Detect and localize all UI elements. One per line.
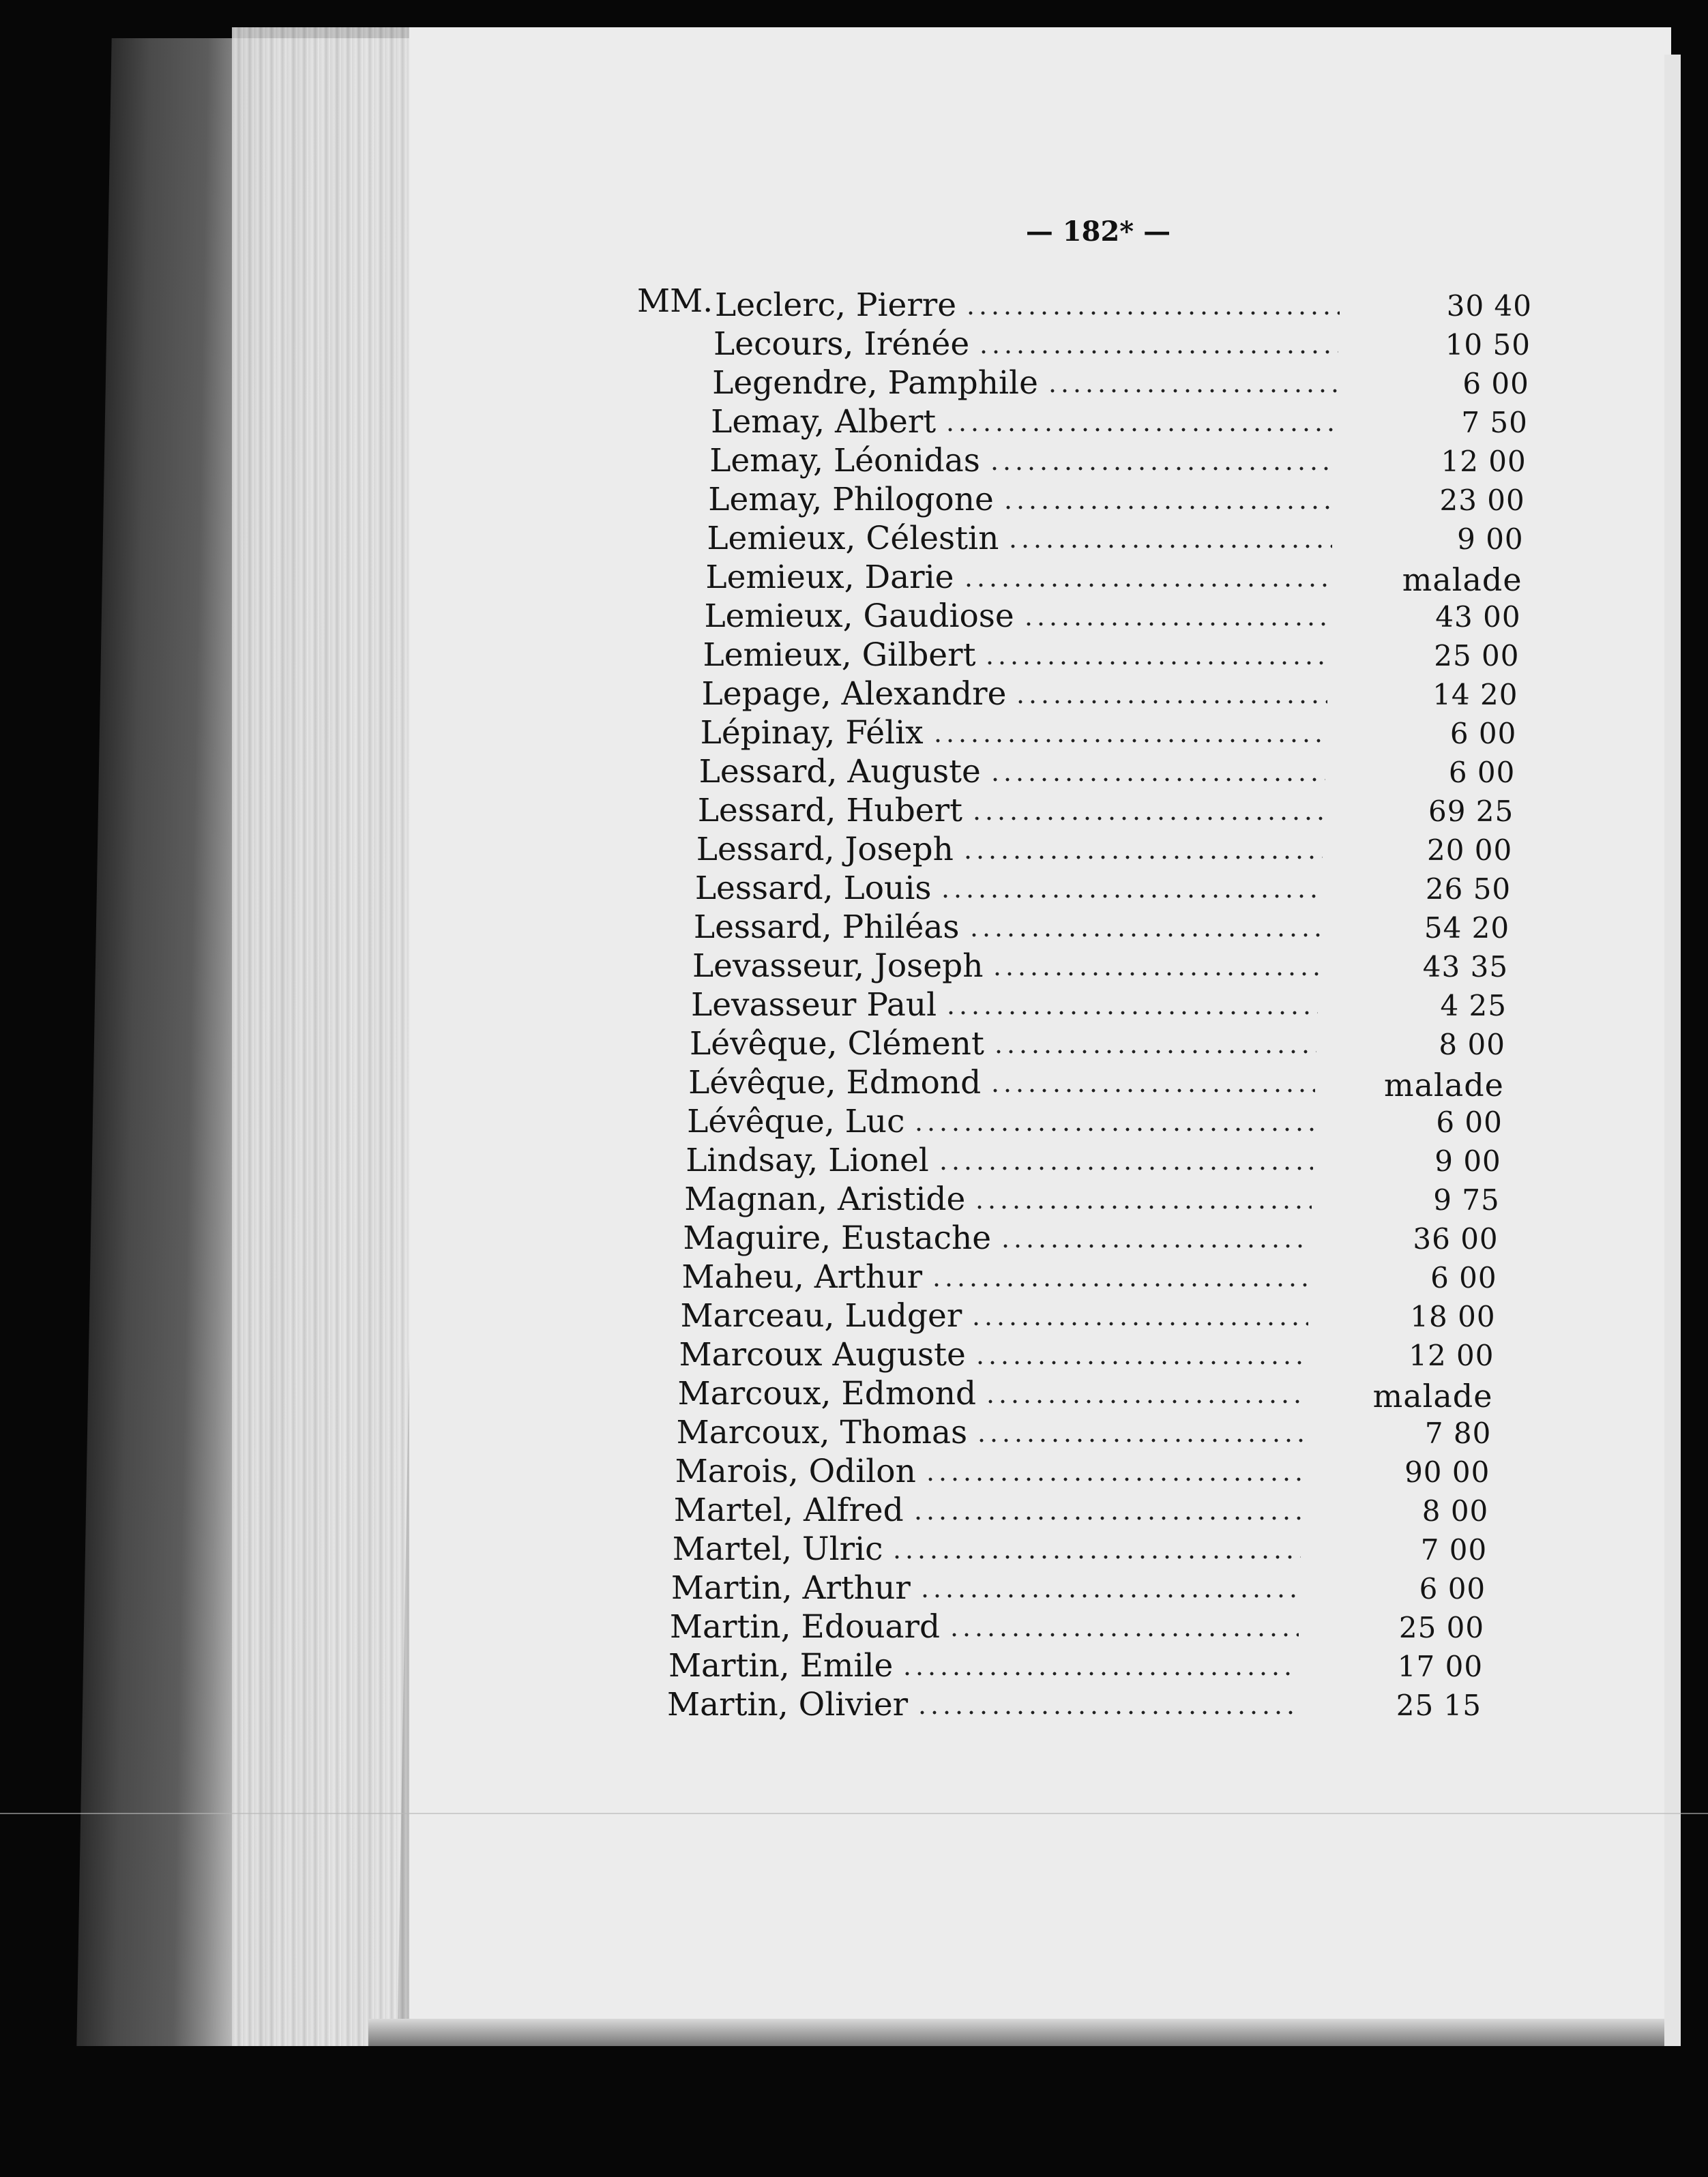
entry-name: Maheu, Arthur <box>681 1258 923 1296</box>
entry-amount: 6 00 <box>1448 756 1516 789</box>
list-item <box>715 286 1344 325</box>
list-item <box>690 1025 1321 1063</box>
entry-name: Marcoux, Thomas <box>676 1414 968 1451</box>
list-item <box>683 1219 1314 1258</box>
entry-name: Lévêque, Luc <box>687 1103 905 1140</box>
dot-leader <box>916 1710 1296 1715</box>
entry-amount: 25 00 <box>1434 639 1520 672</box>
entry-name: Lecours, Irénée <box>713 325 970 363</box>
list-item <box>675 1453 1308 1491</box>
dot-leader <box>970 1321 1308 1327</box>
list-item <box>701 714 1331 752</box>
entry-name: Lessard, Hubert <box>697 792 962 829</box>
entry-name: Leclerc, Pierre <box>715 286 957 324</box>
list-item <box>711 403 1340 441</box>
entry-name: Lemay, Philogone <box>708 481 994 518</box>
dot-leader <box>992 1049 1316 1054</box>
dot-leader <box>932 738 1327 743</box>
dot-leader <box>1046 388 1338 394</box>
dot-leader <box>977 349 1338 355</box>
entry-amount: 18 00 <box>1410 1300 1496 1333</box>
dot-leader <box>901 1671 1297 1676</box>
entry-name: Lemay, Léonidas <box>709 442 980 479</box>
dot-leader <box>989 1088 1315 1093</box>
entry-amount: 12 00 <box>1409 1339 1494 1372</box>
entry-amount: 7 80 <box>1424 1417 1492 1450</box>
dot-leader <box>912 1515 1302 1521</box>
entry-amount: malade <box>1384 1067 1504 1104</box>
entry-name: Martin, Olivier <box>667 1686 909 1723</box>
dot-leader <box>968 932 1321 938</box>
dot-leader <box>971 816 1324 821</box>
list-item <box>668 1647 1301 1685</box>
entry-name: Marois, Odilon <box>675 1453 916 1490</box>
dot-leader <box>1014 699 1327 705</box>
entry-amount: 7 00 <box>1420 1533 1488 1567</box>
dot-leader <box>965 310 1340 316</box>
dot-leader <box>973 1204 1312 1210</box>
list-item <box>694 908 1325 947</box>
entry-name: Marceau, Ludger <box>680 1297 962 1335</box>
dot-leader <box>891 1554 1301 1560</box>
dot-leader <box>944 427 1336 432</box>
entry-amount: 12 00 <box>1441 445 1527 478</box>
list-item <box>712 364 1341 402</box>
entry-amount: 54 20 <box>1424 911 1510 945</box>
entry-amount: 26 50 <box>1425 872 1512 906</box>
entry-name: Lemieux, Darie <box>705 559 954 596</box>
entry-name: Lévêque, Edmond <box>688 1064 982 1101</box>
dot-leader <box>1002 505 1334 510</box>
entry-name: Martel, Ulric <box>672 1530 883 1568</box>
list-item <box>705 559 1335 597</box>
list-item <box>680 1297 1312 1335</box>
dot-leader <box>999 1243 1310 1249</box>
list-item <box>708 481 1338 519</box>
entry-amount: 69 25 <box>1428 795 1514 828</box>
dot-leader <box>988 466 1335 471</box>
dot-leader <box>974 1360 1307 1365</box>
entry-amount: 6 00 <box>1436 1106 1503 1139</box>
entry-name: Lepage, Alexandre <box>701 675 1007 713</box>
entry-amount: 23 00 <box>1439 484 1525 517</box>
entry-amount: 6 00 <box>1430 1261 1497 1294</box>
list-item <box>713 325 1342 364</box>
list-item <box>677 1414 1309 1452</box>
list-item <box>687 1103 1319 1141</box>
list-item <box>702 675 1332 713</box>
entry-amount: 10 50 <box>1445 328 1531 361</box>
entry-amount: 9 00 <box>1434 1144 1501 1178</box>
entry-amount: 25 15 <box>1396 1689 1482 1722</box>
entry-name: Lévêque, Clément <box>690 1025 984 1063</box>
dot-leader <box>984 660 1329 666</box>
list-item <box>692 947 1323 986</box>
list-item <box>704 597 1334 636</box>
right-page-edge <box>1664 55 1681 2046</box>
entry-amount: malade <box>1372 1378 1493 1415</box>
entry-amount: 36 00 <box>1413 1222 1499 1256</box>
honorific-prefix: MM. <box>637 282 713 320</box>
entry-name: Magnan, Aristide <box>684 1181 966 1218</box>
list-item <box>688 1064 1319 1102</box>
entry-amount: 90 00 <box>1404 1455 1490 1489</box>
entry-amount: 14 20 <box>1432 678 1518 711</box>
entry-amount: 4 25 <box>1440 989 1507 1022</box>
entry-name: Marcoux Auguste <box>679 1336 966 1374</box>
dot-leader <box>975 1438 1304 1443</box>
entry-amount: 43 35 <box>1422 950 1509 983</box>
entry-name: Lépinay, Félix <box>700 714 924 752</box>
list-item <box>684 1181 1316 1219</box>
dot-leader <box>913 1127 1314 1132</box>
dot-leader <box>989 777 1325 782</box>
entry-amount: 9 00 <box>1457 522 1524 556</box>
entry-amount: 25 00 <box>1398 1611 1485 1644</box>
entry-name: Maguire, Eustache <box>683 1219 992 1257</box>
entry-name: Martin, Edouard <box>669 1608 941 1646</box>
dot-leader <box>939 893 1321 899</box>
entry-name: Martel, Alfred <box>673 1492 904 1529</box>
entry-name: Legendre, Pamphile <box>712 364 1038 402</box>
entry-name: Martin, Arthur <box>671 1569 911 1607</box>
entry-amount: 20 00 <box>1426 833 1513 867</box>
page-number: — 182* — <box>1025 216 1171 248</box>
dot-leader <box>919 1593 1300 1599</box>
entry-name: Lemieux, Gaudiose <box>704 597 1014 635</box>
entry-amount: 43 00 <box>1435 600 1521 634</box>
entry-name: Lemieux, Célestin <box>707 520 999 557</box>
list-item <box>678 1375 1310 1413</box>
dot-leader <box>1007 544 1332 549</box>
entry-name: Lessard, Auguste <box>698 753 981 790</box>
entry-name: Lessard, Philéas <box>693 908 960 946</box>
list-item <box>681 1258 1313 1297</box>
entry-amount: 6 00 <box>1449 717 1517 750</box>
list-item <box>674 1492 1306 1530</box>
entry-amount: 17 00 <box>1397 1650 1484 1683</box>
list-item <box>695 870 1326 908</box>
list-item <box>698 792 1328 830</box>
entry-name: Martin, Emile <box>668 1647 894 1685</box>
entry-amount: 7 50 <box>1461 406 1528 439</box>
list-item <box>670 1608 1303 1646</box>
list-item <box>667 1686 1300 1724</box>
page-bottom-edge <box>368 2019 1664 2046</box>
list-item <box>709 442 1339 480</box>
entry-name: Marcoux, Edmond <box>677 1375 977 1412</box>
entry-amount: 9 75 <box>1433 1183 1500 1217</box>
dot-leader <box>948 1632 1298 1638</box>
entry-name: Lessard, Louis <box>694 870 932 907</box>
entry-amount: 30 40 <box>1446 289 1532 323</box>
dot-leader <box>962 855 1323 860</box>
dot-leader <box>1022 621 1330 627</box>
entry-amount: 8 00 <box>1422 1494 1489 1528</box>
entry-name: Lemay, Albert <box>711 403 937 441</box>
list-item <box>686 1142 1317 1180</box>
list-item <box>696 831 1327 869</box>
dot-leader <box>945 1010 1318 1016</box>
entry-amount: malade <box>1402 561 1522 598</box>
entry-name: Lemieux, Gilbert <box>703 636 976 674</box>
dot-leader <box>930 1282 1309 1288</box>
list-item <box>671 1569 1304 1608</box>
list-item <box>679 1336 1312 1374</box>
dot-leader <box>924 1477 1304 1482</box>
scan-artifact-line <box>0 1813 1708 1814</box>
entry-amount: 8 00 <box>1439 1028 1505 1061</box>
dot-leader <box>962 582 1331 588</box>
list-item <box>707 520 1336 558</box>
entry-name: Levasseur Paul <box>691 986 937 1024</box>
entry-name: Lindsay, Lionel <box>686 1142 929 1179</box>
page-stack-edge <box>232 27 423 2046</box>
list-item <box>691 986 1322 1024</box>
entry-amount: 6 00 <box>1462 367 1529 400</box>
entry-name: Levasseur, Joseph <box>692 947 984 985</box>
dot-leader <box>937 1166 1313 1171</box>
dot-leader <box>984 1399 1306 1404</box>
list-item <box>699 753 1329 791</box>
dot-leader <box>991 971 1319 977</box>
entry-name: Lessard, Joseph <box>696 831 954 868</box>
list-item <box>673 1530 1305 1569</box>
entry-amount: 6 00 <box>1419 1572 1486 1605</box>
list-item <box>703 636 1334 675</box>
